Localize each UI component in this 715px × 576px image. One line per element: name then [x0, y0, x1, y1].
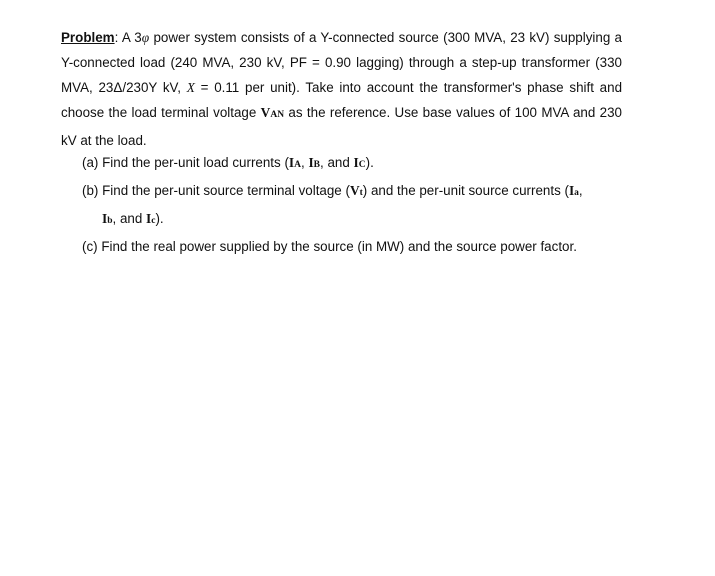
- problem-parts: [61, 150, 622, 259]
- problem-label: Problem: [61, 30, 115, 45]
- phi-symbol: φ: [141, 30, 150, 45]
- part-c: (c) Find the real power supplied by the source (in MW) and the source power factor.: [82, 239, 577, 254]
- part-b: (b) Find the per-unit source terminal voltage (Vt) and the per-unit source currents (Ia, Ib, and Ic).: [82, 183, 583, 226]
- delta-symbol: Δ: [113, 80, 123, 95]
- reactance-symbol: X: [186, 80, 195, 95]
- problem-text-2: power system consists of a Y-connected source (300 MVA, 23 kV) supplying a Y-connected load (240 MVA, 230 kV, PF = 0.90 lagging) through a step-up transformer (330 MVA, 23: [61, 30, 623, 95]
- problem-statement: [61, 25, 622, 153]
- problem-text-3: /230Y kV,: [122, 80, 187, 95]
- problem-text-1: : A 3: [114, 30, 142, 45]
- voltage-van-symbol: VAN: [260, 105, 285, 120]
- problem-text-5: as the reference. Use base values of 100 MVA and 230 kV at the load.: [61, 105, 622, 148]
- problem-text-4: = 0.11 per unit). Take into account the transformer's phase shift and choose the load terminal voltage: [61, 80, 623, 120]
- part-a: (a) Find the per-unit load currents (IA, IB, and IC).: [82, 155, 374, 170]
